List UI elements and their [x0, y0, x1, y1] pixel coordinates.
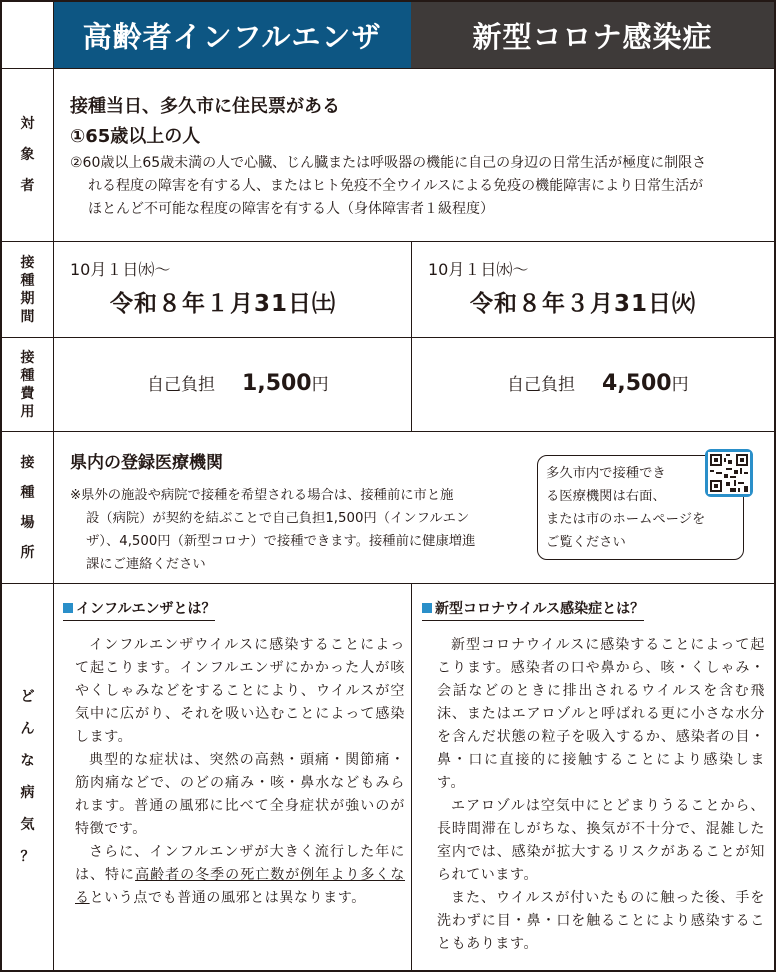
row-label-place: 接 種 場 所 — [20, 454, 35, 561]
row-divider-period — [0, 337, 776, 338]
covid-period-start: 10月１日㈬～ — [428, 260, 529, 279]
qr-code-icon[interactable] — [705, 449, 753, 497]
influenza-period-end: 令和８年１月31日㈯ — [110, 291, 337, 317]
place-note: ※県外の施設や病院で接種を希望される場合は、接種前に市と施 設（病院）が契約を結ぶことで自己負担1,500円（インフルエン ザ）、4,500円（新型コロナ）で接種できます。接種前に健康増進 課にご連絡ください — [70, 488, 476, 572]
covid-heading: 新型コロナウイルス感染症とは？ — [422, 598, 644, 621]
influenza-period-start: 10月１日㈬～ — [70, 260, 171, 279]
row-divider-place — [0, 583, 776, 584]
row-label-eligibility: 対 象 者 — [20, 116, 35, 194]
table-bottom-border — [2, 970, 775, 972]
eligibility-age-65: ①65歳以上の人 — [70, 126, 201, 147]
row-label-disease: ど ん な 病 気 ？ — [20, 689, 35, 865]
table-top-border — [2, 0, 775, 2]
eligibility-residency: 接種当日、多久市に住民票がある — [70, 96, 340, 117]
table-right-border — [774, 0, 776, 972]
label-column-divider — [53, 0, 54, 972]
place-title: 県内の登録医療機関 — [70, 453, 223, 473]
row-label-cost: 接 種 費 用 — [20, 349, 35, 420]
callout-text: 多久市内で接種でき る医療機関は右面、 または市のホームページを ご覧ください — [546, 466, 706, 550]
influenza-header: 高齢者インフルエンザ — [53, 2, 411, 68]
influenza-heading: インフルエンザとは？ — [63, 598, 215, 621]
covid-header: 新型コロナ感染症 — [411, 2, 774, 68]
row-divider-header — [0, 68, 776, 69]
blue-square-icon — [422, 603, 432, 613]
eligibility-disability: ②60歳以上65歳未満の人で心臓、じん臓または呼吸器の機能に自己の身辺の日常生活が極度に制限さ れる程度の障害を有する人、またはヒト免疫不全ウイルスによる免疫の機能障害により日常生活が ほとんど不可能な程度の障害を有する人（身体障害者１級程度） — [70, 155, 707, 217]
influenza-description: インフルエンザウイルスに感染することによって起こります。インフルエンザにかかった人が咳やくしゃみなどをすることにより、ウイルスが空気中に広がり、それを吸い込むことによって感染します。 典型的な症状は、突然の高熱・頭痛・関節痛・筋肉痛などで、のどの痛み・咳・鼻水などもみられます。普通の風邪に比べて全身症状が強いのが特徴です。 さらに、インフルエンザが大きく流行した年には、特に高齢者の冬季の死亡数が例年より多くなるという点でも普通の風邪とは異なります。 — [75, 637, 405, 906]
covid-description: 新型コロナウイルスに感染することによって起こります。感染者の口や鼻から、咳・くしゃみ・会話などのときに排出されるウイルスを含む飛沫、またはエアロゾルと呼ばれる更に小さな水分を含んだ状態の粒子を吸入するか、感染者の目・鼻・口に直接的に接触することにより感染します。 エアロゾルは空気中にとどまりうることから、長時間滞在しがちな、換気が不十分で、混雑した室内では、感染が拡大するリスクがあることが知られています。 また、ウイルスが付いたものに触った後、手を洗わずに目・鼻・口を触ることにより感染することもあります。 — [437, 637, 765, 952]
disease-column-divider — [411, 583, 412, 972]
blue-square-icon — [63, 603, 73, 613]
row-divider-cost — [0, 431, 776, 432]
row-label-period: 接 種 期 間 — [20, 254, 35, 325]
period-cost-column-divider — [411, 241, 412, 431]
covid-cost: 自己負担 4,500円 — [507, 371, 689, 396]
row-divider-eligibility — [0, 241, 776, 242]
influenza-cost: 自己負担 1,500円 — [147, 371, 329, 396]
covid-period-end: 令和８年３月31日㈫ — [470, 291, 697, 317]
